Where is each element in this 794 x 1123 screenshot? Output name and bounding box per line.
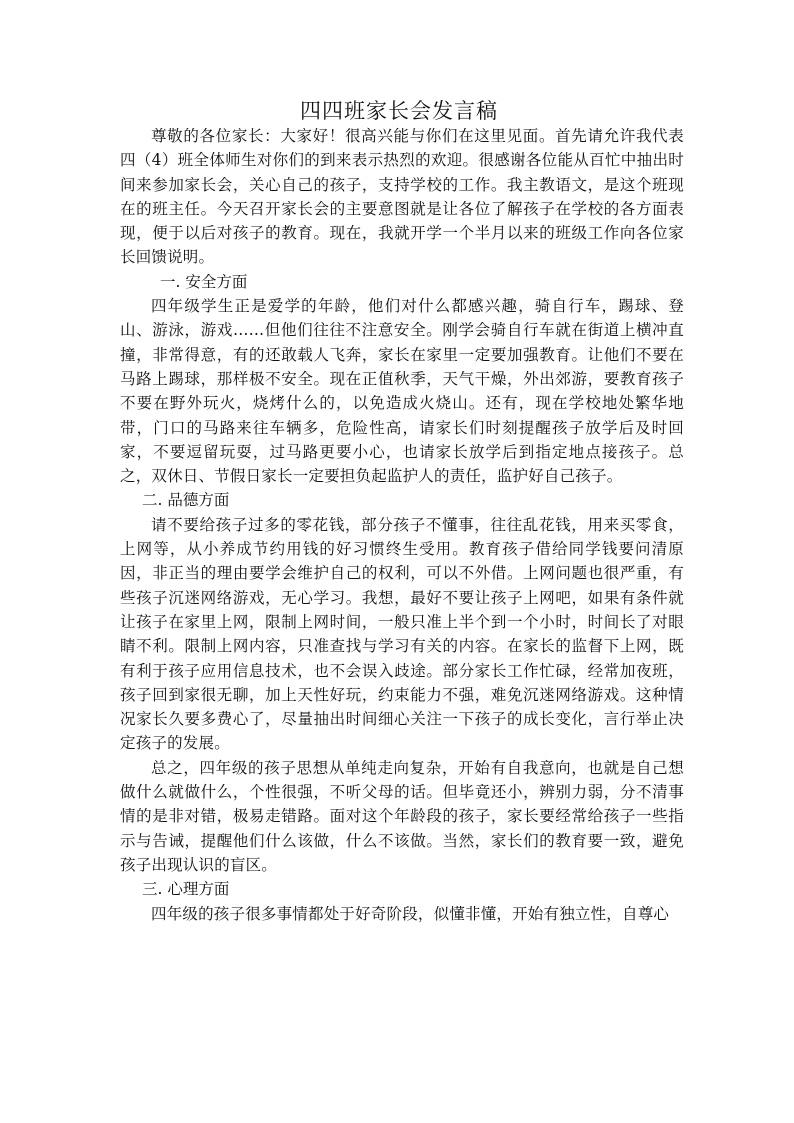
paragraph-psychology: 四年级的孩子很多事情都处于好奇阶段，似懂非懂，开始有独立性，自尊心 [151, 904, 670, 923]
section-heading-psychology: 三. 心理方面 [142, 880, 230, 899]
paragraph-morality: 请不要给孩子过多的零花钱，部分孩子不懂事，往往乱花钱，用来买零食，上网等，从小养成节约用钱的好习惯终生受用。教育孩子借给同学钱要问清原因，非正当的理由要学会维护自己的权利，可以不外借。上网问题也很严重，有些孩子沉迷网络游戏，无心学习。我想，最好不要让孩子上网吧，如果有条件就让孩子在家里上网，限制上网时间，一般只准上半个到一个小时，时间长了对眼睛不利。限制上网内容，只准查找与学习有关的内容。在家长的监督下上网，既有利于孩子应用信息技术，也不会误入歧途。部分家长工作忙碌，经常加夜班，孩子回到家很无聊，加上天性好玩，约束能力不强，难免沉迷网络游戏。这种情况家长久要多费心了，尽量抽出时间细心关注一下孩子的成长变化，言行举止决定孩子的发展。 [120, 515, 684, 753]
document-title: 四四班家长会发言稿 [300, 99, 498, 123]
paragraph-summary: 总之，四年级的孩子思想从单纯走向复杂，开始有自我意向，也就是自己想做什么就做什么，个性很强，不听父母的话。但毕竟还小，辨别力弱，分不清事情的是非对错，极易走错路。面对这个年龄段的孩子，家长要经常给孩子一些指示与告诫，提醒他们什么该做，什么不该做。当然，家长们的教育要一致，避免孩子出现认识的盲区。 [120, 758, 684, 874]
section-heading-safety: 一. 安全方面 [160, 272, 248, 291]
paragraph-greeting: 尊敬的各位家长：大家好！很高兴能与你们在这里见面。首先请允许我代表四（4）班全体师生对你们的到来表示热烈的欢迎。很感谢各位能从百忙中抽出时间来参加家长会，关心自己的孩子，支持学校的工作。我主教语文，是这个班现在的班主任。今天召开家长会的主要意图就是让各位了解孩子在学校的各方面表现，便于以后对孩子的教育。现在，我就开学一个半月以来的班级工作向各位家长回馈说明。 [120, 127, 684, 267]
document-body [120, 124, 684, 926]
section-heading-morality: 二. 品德方面 [142, 491, 230, 510]
paragraph-safety: 四年级学生正是爱学的年龄，他们对什么都感兴趣，骑自行车，踢球、登山、游泳，游戏……但他们往往不注意安全。刚学会骑自行车就在街道上横冲直撞，非常得意，有的还敢载人飞奔，家长在家里一定要加强教育。让他们不要在马路上踢球，那样极不安全。现在正值秋季，天气干燥，外出郊游，要教育孩子不要在野外玩火，烧烤什么的，以免造成火烧山。还有，现在学校地处繁华地带，门口的马路来往车辆多，危险性高，请家长们时刻提醒孩子放学后及时回家，不要逗留玩耍，过马路更要小心，也请家长放学后到指定地点接孩子。总之，双休日、节假日家长一定要担负起监护人的责任，监护好自己孩子。 [120, 297, 684, 486]
